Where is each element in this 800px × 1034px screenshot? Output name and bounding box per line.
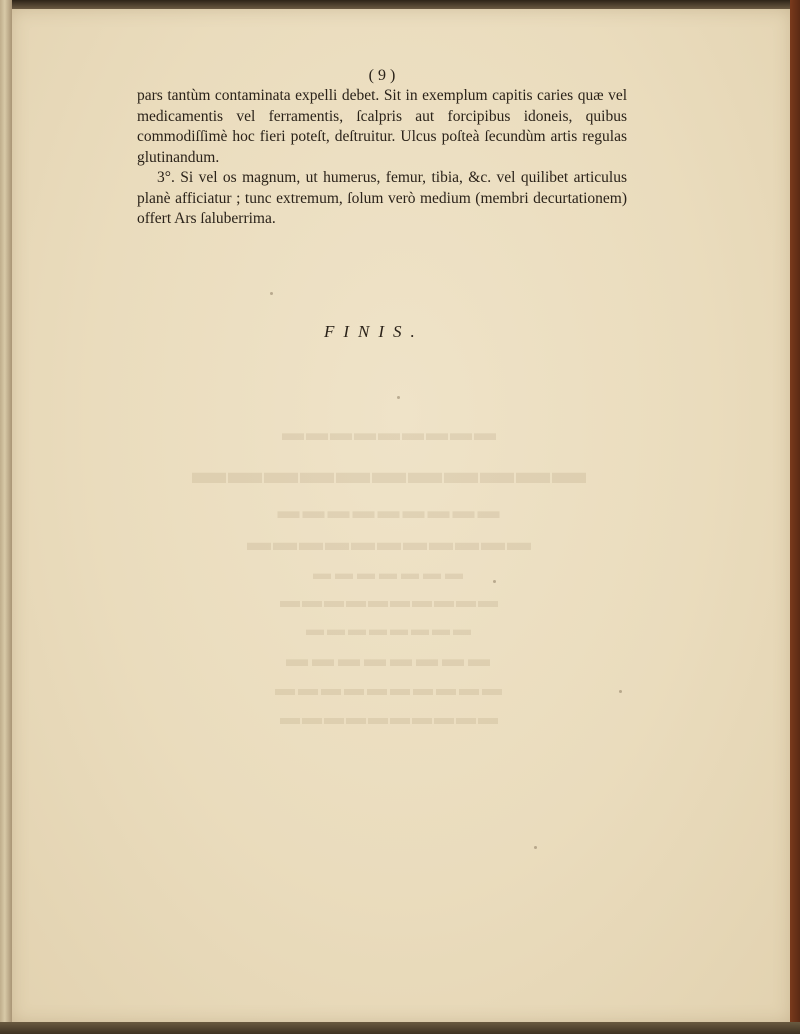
paper-fleck bbox=[397, 396, 400, 399]
bottom-edge bbox=[0, 1022, 800, 1034]
binding-edge bbox=[0, 0, 12, 1034]
paper-fleck bbox=[270, 292, 273, 295]
paper-fleck bbox=[534, 846, 537, 849]
paper-fleck bbox=[493, 580, 496, 583]
page-number: ( 9 ) bbox=[368, 67, 396, 84]
finis-heading: FINIS. bbox=[324, 322, 424, 341]
paragraph-1: pars tantùm contaminata expelli debet. Sit in exemplum capitis caries quæ vel medicamentis vel ferramentis, ſcalpris aut forcipibus idoneis, quibus commodiſſimè hoc fieri poteſt, deſtruitur. Ulcus poſteà ſecundùm artis regulas glutinandum. bbox=[137, 87, 627, 166]
top-edge bbox=[0, 0, 800, 9]
page-text bbox=[137, 66, 627, 230]
paragraph-2: 3°. Si vel os magnum, ut humerus, femur, tibia, &c. vel quilibet articulus planè afficiatur ; tunc extremum, ſolum verò medium (membri decurtationem) offert Ars ſaluberrima. bbox=[137, 169, 627, 227]
paper-fleck bbox=[619, 690, 622, 693]
cover-edge bbox=[790, 0, 800, 1034]
